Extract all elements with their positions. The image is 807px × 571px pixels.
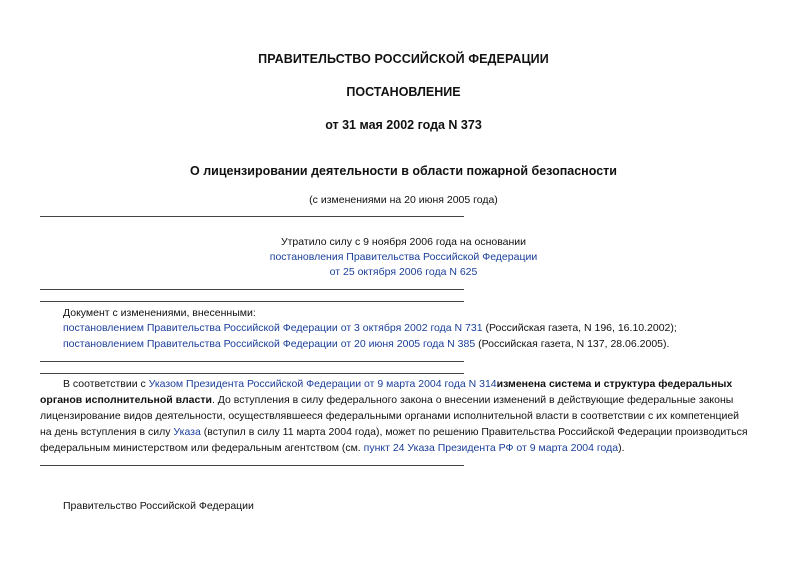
note-text: федеральным министерством или федеральным агентством (см. <box>40 442 364 454</box>
repeal-decree-link[interactable]: постановления Правительства Российской Федерации <box>269 251 538 263</box>
amendment-source: (Российская газета, N 196, 16.10.2002); <box>482 322 677 334</box>
document-date-number: от 31 мая 2002 года N 373 <box>325 118 482 132</box>
divider <box>40 301 464 302</box>
changes-note: (с изменениями на 20 июня 2005 года) <box>309 194 498 206</box>
body-text: Правительство Российской Федерации <box>63 500 254 512</box>
note-bold-text: органов исполнительной власти <box>40 394 212 406</box>
note-bold-text: изменена система и структура федеральных <box>496 378 733 390</box>
note-text: . До вступления в силу федерального закона о внесении изменений в действующие федеральные законы <box>211 394 734 406</box>
note-line <box>40 442 766 454</box>
document-type: ПОСТАНОВЛЕНИЕ <box>346 85 461 99</box>
amendment-item <box>63 338 669 350</box>
amendments-intro: Документ с изменениями, внесенными: <box>63 307 256 319</box>
note-line <box>63 378 732 390</box>
government-heading: ПРАВИТЕЛЬСТВО РОССИЙСКОЙ ФЕДЕРАЦИИ <box>258 52 549 66</box>
amendment-link[interactable]: постановлением Правительства Российской Федерации от 3 октября 2002 года N 731 <box>63 322 483 334</box>
decree-link[interactable]: Указа <box>173 426 201 438</box>
note-line <box>40 426 766 438</box>
amendment-item <box>63 322 677 334</box>
note-line <box>40 394 766 406</box>
repeal-line: Утратило силу с 9 ноября 2006 года на основании <box>280 236 527 248</box>
divider <box>40 361 464 362</box>
note-text: ). <box>618 442 625 454</box>
note-text: на день вступления в силу <box>40 426 174 438</box>
president-decree-link[interactable]: Указом Президента Российской Федерации от 9 марта 2004 года N 314 <box>148 378 497 390</box>
divider <box>40 216 464 217</box>
divider <box>40 289 464 290</box>
amendment-link[interactable]: постановлением Правительства Российской Федерации от 20 июня 2005 года N 385 <box>63 338 476 350</box>
amendment-source: (Российская газета, N 137, 28.06.2005). <box>475 338 670 350</box>
decree-point-link[interactable]: пункт 24 Указа Президента РФ от 9 марта 2004 года <box>363 442 619 454</box>
note-text: (вступил в силу 11 марта 2004 года), может по решению Правительства Российской Федерации производиться <box>200 426 748 438</box>
divider <box>40 373 464 374</box>
divider <box>40 465 464 466</box>
note-line: лицензирование видов деятельности, осуществлявшееся федеральными органами исполнительной власти в соответствии с их компетенцией <box>40 410 740 422</box>
document-title: О лицензировании деятельности в области пожарной безопасности <box>190 164 617 178</box>
note-text: В соответствии с <box>63 378 149 390</box>
repeal-decree-date-link[interactable]: от 25 октября 2006 года N 625 <box>329 266 478 278</box>
